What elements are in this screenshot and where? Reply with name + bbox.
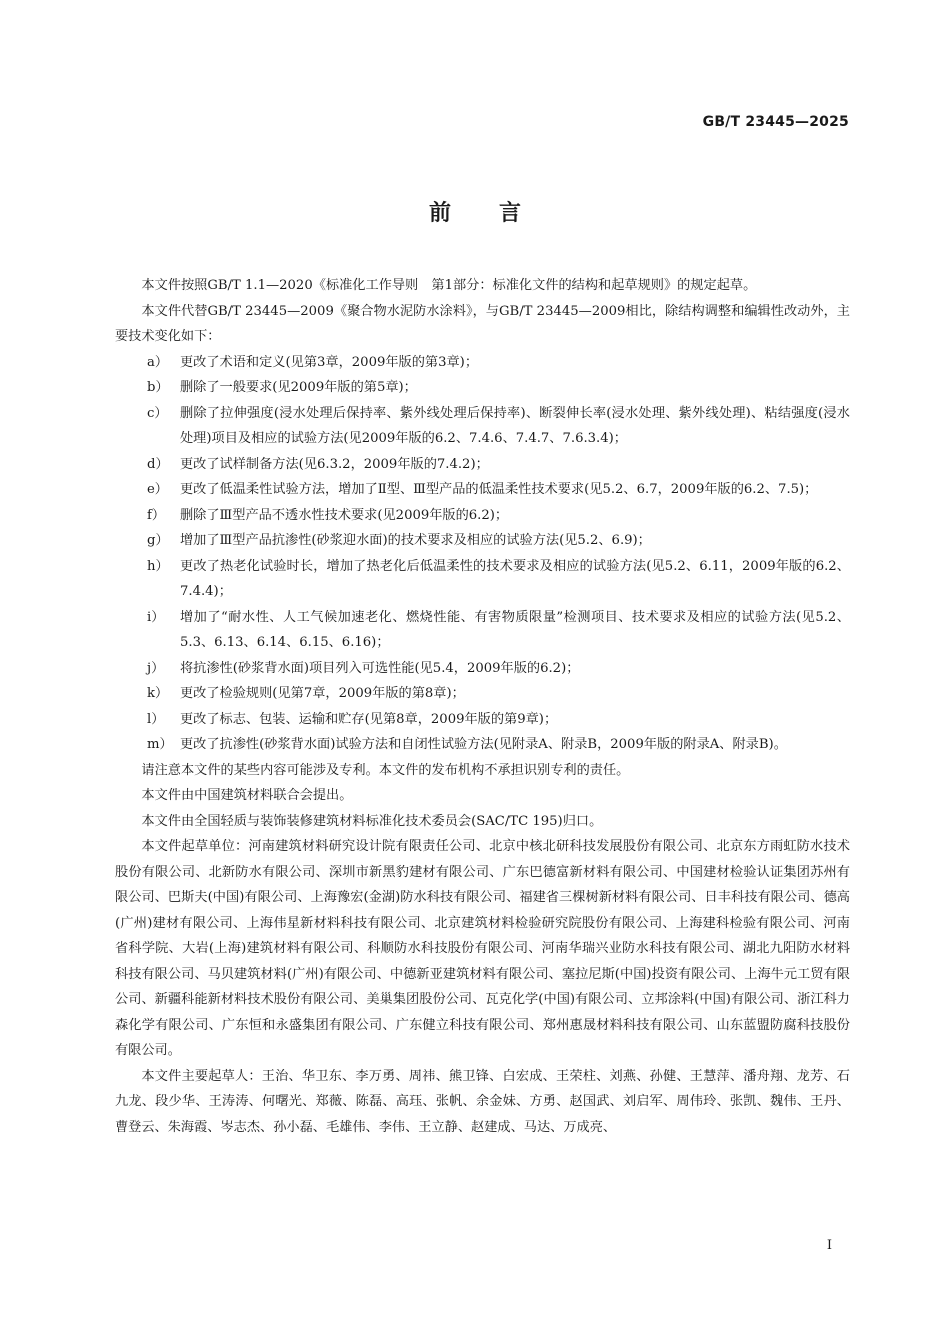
changes-list: [115, 350, 850, 758]
list-item-text: 更改了检验规则(见第7章，2009年版的第8章)；: [180, 686, 465, 701]
list-item-text: 删除了一般要求(见2009年版的第5章)；: [180, 380, 417, 395]
list-item-label: d）: [147, 456, 169, 472]
list-item-label: c）: [147, 405, 168, 421]
list-item: [115, 732, 850, 758]
page-title: 前言: [428, 201, 569, 226]
list-item-label: h）: [147, 558, 169, 574]
list-item-text: 更改了热老化试验时长，增加了热老化后低温柔性的技术要求及相应的试验方法(见5.2、6.11，2009年版的6.2、7.4.4)；: [180, 558, 850, 599]
paragraph-replacement: 本文件代替GB/T 23445—2009《聚合物水泥防水涂料》，与GB/T 23445—2009相比，除结构调整和编辑性改动外，主要技术变化如下：: [115, 303, 850, 344]
list-item-text: 增加了Ⅲ型产品抗渗性(砂浆迎水面)的技术要求及相应的试验方法(见5.2、6.9)；: [180, 533, 651, 548]
list-item-text: 更改了低温柔性试验方法，增加了Ⅱ型、Ⅲ型产品的低温柔性技术要求(见5.2、6.7，2009年版的6.2、7.5)；: [180, 482, 818, 497]
list-item-label: b）: [147, 380, 169, 395]
list-item-label: g）: [147, 533, 169, 548]
list-item-text: 删除了拉伸强度(浸水处理后保持率、紫外线处理后保持率)、断裂伸长率(浸水处理、紫外线处理)、粘结强度(浸水处理)项目及相应的试验方法(见2009年版的6.2、7.4.6、7.4.7、7.6.3.4)；: [180, 405, 850, 446]
list-item-label: f）: [147, 507, 166, 523]
list-item-text: 删除了Ⅲ型产品不透水性技术要求(见2009年版的6.2)；: [180, 507, 509, 523]
list-item: [115, 707, 850, 733]
list-item: [115, 401, 850, 452]
list-item-label: e）: [147, 482, 168, 497]
list-item-label: l）: [147, 711, 165, 727]
list-item: [115, 528, 850, 554]
list-item-label: a）: [147, 354, 169, 370]
paragraph-drafting-rules: 本文件按照GB/T 1.1—2020《标准化工作导则 第1部分：标准化文件的结构和起草规则》的规定起草。: [141, 278, 757, 293]
list-item-text: 更改了试样制备方法(见6.3.2，2009年版的7.4.2)；: [180, 456, 489, 472]
list-item-text: 将抗渗性(砂浆背水面)项目列入可选性能(见5.4，2009年版的6.2)；: [180, 660, 580, 676]
paragraph-proposer: 本文件由中国建筑材料联合会提出。: [141, 788, 353, 803]
paragraph-drafters: 本文件主要起草人：王治、华卫东、李万勇、周祎、熊卫锋、白宏成、王荣柱、刘燕、孙健、王慧萍、潘舟翔、龙芳、石九龙、段少华、王涛涛、何曙光、郑薇、陈磊、高珏、张帆、余金妹、方勇、赵国武、刘启军、周伟玲、张凯、魏伟、王丹、曹登云、朱海霞、岑志杰、孙小磊、毛雄伟、李伟、王立静、赵建成、马达、万成亮、: [115, 1068, 850, 1135]
list-item: [115, 503, 850, 529]
list-item: [115, 554, 850, 605]
page-number: Ⅰ: [826, 1238, 832, 1253]
list-item-text: 增加了“耐水性、人工气候加速老化、燃烧性能、有害物质限量”检测项目、技术要求及相应的试验方法(见5.2、5.3、6.13、6.14、6.15、6.16)；: [180, 609, 850, 650]
document-body: [115, 273, 850, 1140]
paragraph-patent-notice: 请注意本文件的某些内容可能涉及专利。本文件的发布机构不承担识别专利的责任。: [141, 762, 630, 778]
list-item: [115, 656, 850, 682]
paragraph-drafting-units: 本文件起草单位：河南建筑材料研究设计院有限责任公司、北京中核北研科技发展股份有限公司、北京东方雨虹防水技术股份有限公司、北新防水有限公司、深圳市新黑豹建材有限公司、广东巴德富新材料有限公司、中国建材检验认证集团苏州有限公司、巴斯夫(中国)有限公司、上海豫宏(金湖)防水科技有限公司、福建省三棵树新材料有限公司、日丰科技有限公司、德高(广州)建材有限公司、上海伟星新材料科技有限公司、北京建筑材料检验研究院股份有限公司、上海建科检验有限公司、河南省科学院、大岩(上海)建筑材料有限公司、科顺防水科技股份有限公司、河南华瑞兴业防水科技有限公司、湖北九阳防水材料科技有限公司、马贝建筑材料(广州)有限公司、中德新亚建筑材料有限公司、塞拉尼斯(中国)投资有限公司、上海牛元工贸有限公司、新疆科能新材料技术股份有限公司、美巢集团股份公司、瓦克化学(中国)有限公司、立邦涂料(中国)有限公司、浙江科力森化学有限公司、广东恒和永盛集团有限公司、广东健立科技有限公司、郑州惠晟材料科技有限公司、山东蓝盟防腐科技股份有限公司。: [115, 839, 850, 1058]
list-item: [115, 681, 850, 707]
list-item: [115, 477, 850, 503]
list-item-label: i）: [147, 609, 165, 625]
standard-code: GB/T 23445—2025: [702, 114, 849, 130]
list-item: [115, 452, 850, 478]
list-item: [115, 605, 850, 656]
list-item-text: 更改了标志、包装、运输和贮存(见第8章，2009年版的第9章)；: [180, 711, 558, 727]
list-item-label: k）: [147, 686, 169, 701]
list-item: [115, 350, 850, 376]
list-item-label: j）: [147, 660, 165, 676]
list-item: [115, 375, 850, 401]
list-item-text: 更改了术语和定义(见第3章，2009年版的第3章)；: [180, 354, 479, 370]
list-item-label: m）: [147, 737, 173, 752]
paragraph-committee: 本文件由全国轻质与装饰装修建筑材料标准化技术委员会(SAC/TC 195)归口。: [141, 813, 603, 829]
list-item-text: 更改了抗渗性(砂浆背水面)试验方法和自闭性试验方法(见附录A、附录B，2009年版的附录A、附录B)。: [180, 737, 787, 752]
